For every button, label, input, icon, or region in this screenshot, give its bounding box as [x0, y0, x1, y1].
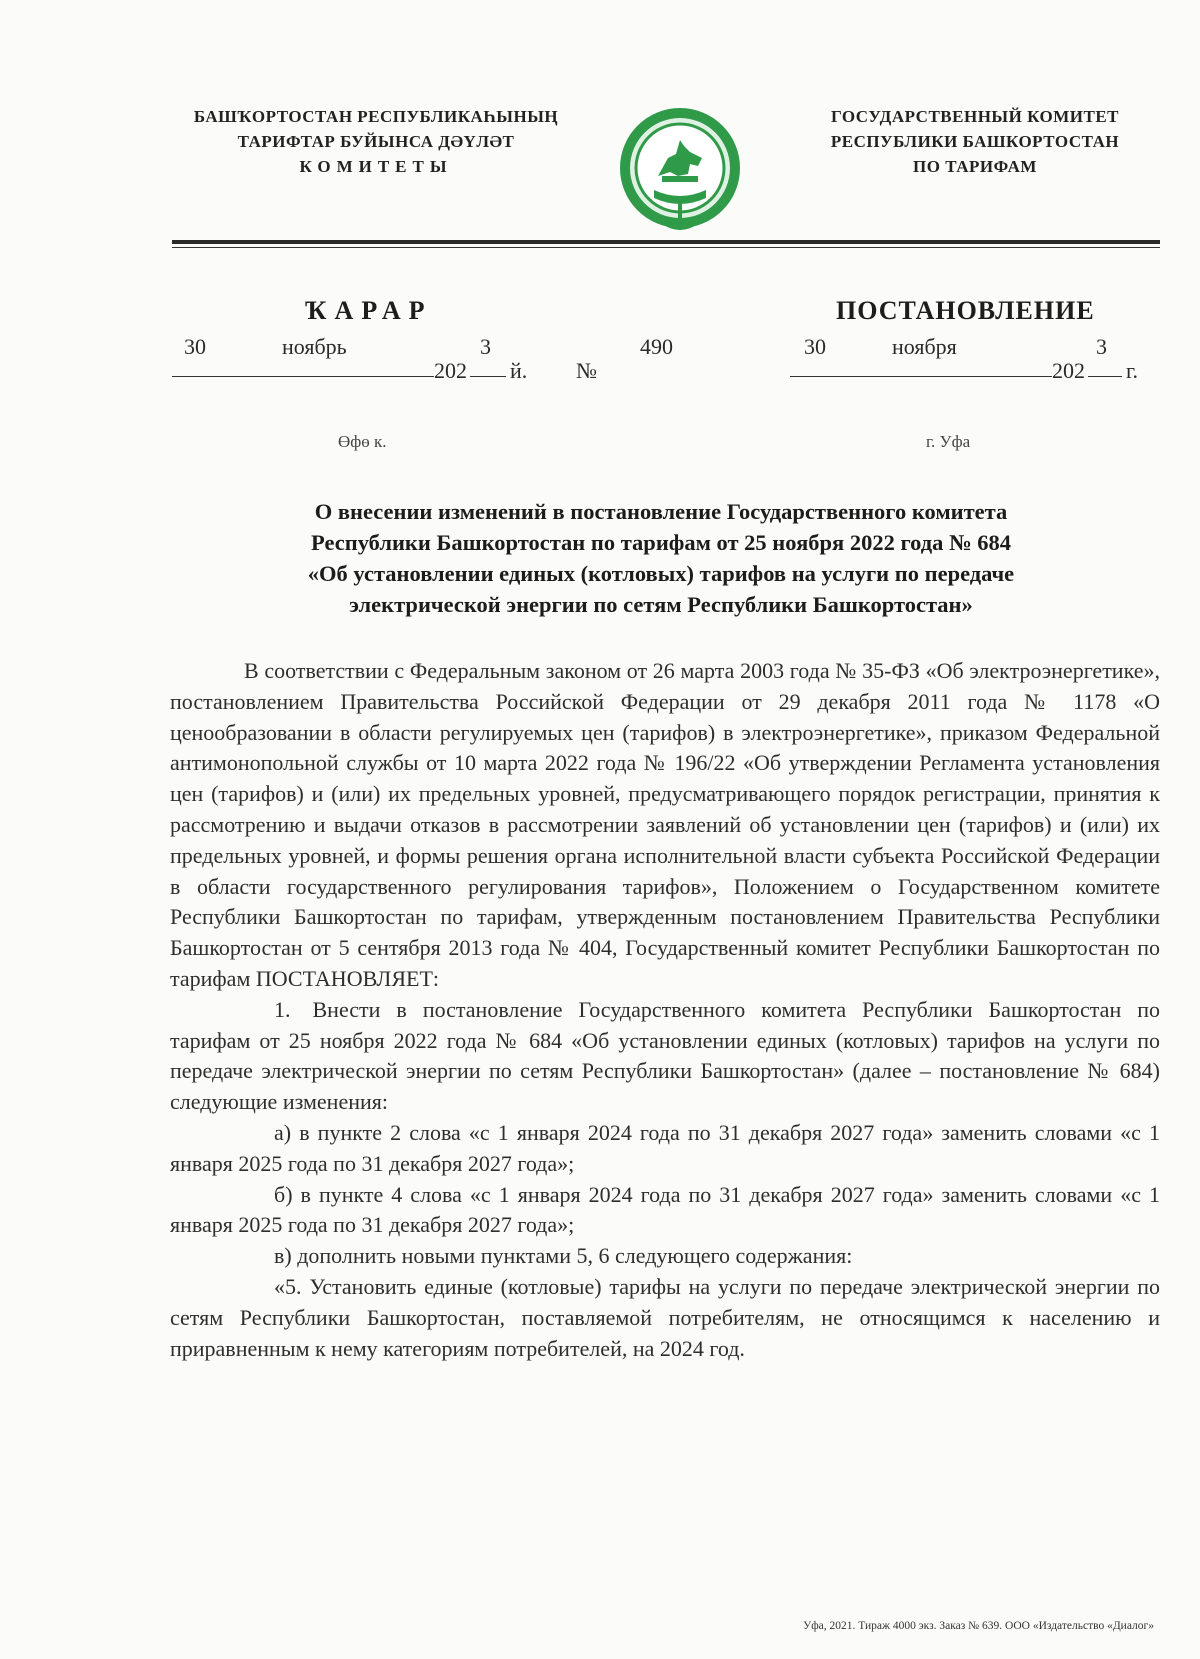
header-right-line-3: ПО ТАРИФАМ [913, 157, 1037, 176]
title-line-2: Республики Башкортостан по тарифам от 25 ноября 2022 года № 684 [311, 530, 1011, 555]
title-line-4: электрической энергии по сетям Республики Башкортостан» [349, 592, 973, 617]
date-right-year-prefix: 202 [1052, 358, 1085, 383]
item-1-paragraph: 1. Внести в постановление Государственного комитета Республики Башкортостан по тарифам от 25 ноября 2022 года № 684 «Об установлении единых (котловых) тарифов на услуги по передаче электрической энергии по сетям Республики Башкортостан» (далее – постановление № 684) следующие изменения: [170, 996, 1160, 1115]
header-left-line-3: КОМИТЕТЫ [299, 157, 453, 176]
number-sign: № [576, 358, 597, 383]
header-right-russian [790, 104, 1160, 179]
subitem-b-paragraph: б) в пункте 4 слова «с 1 января 2024 года по 31 декабря 2027 года» заменить словами «с 1 января 2025 года по 31 декабря 2027 года»; [170, 1181, 1160, 1238]
date-right-year-digit: 3 [1096, 334, 1107, 359]
header-left-bashkir [166, 104, 586, 179]
header-divider-thick [172, 240, 1160, 244]
date-right-underline [790, 376, 1052, 377]
place-russian: г. Уфа [926, 432, 971, 451]
date-right-suffix: г. [1126, 358, 1139, 383]
date-left-year-underline [470, 376, 506, 377]
title-line-3: «Об установлении единых (котловых) тарифов на услуги по передаче [307, 561, 1015, 586]
header-divider-thin [172, 247, 1160, 248]
title-line-1: О внесении изменений в постановление Государственного комитета [314, 499, 1008, 524]
subitem-a-paragraph: а) в пункте 2 слова «с 1 января 2024 года по 31 декабря 2027 года» заменить словами «с 1 января 2025 года по 31 декабря 2027 года»; [170, 1119, 1160, 1176]
coat-of-arms-icon [618, 106, 742, 234]
date-left-day: 30 [184, 334, 206, 359]
date-left-month: ноябрь [282, 334, 347, 359]
document-title [186, 496, 1136, 620]
header-right-line-1: ГОСУДАРСТВЕННЫЙ КОМИТЕТ [830, 107, 1119, 126]
header-left-line-1: БАШҠОРТОСТАН РЕСПУБЛИКАҺЫНЫҢ [193, 107, 559, 126]
doc-kind-bashkir: ҠАРАР [305, 296, 433, 325]
place-bashkir: Өфө к. [338, 432, 387, 451]
print-imprint: Уфа, 2021. Тираж 4000 экз. Заказ № 639. ООО «Издательство «Диалог» [803, 1620, 1154, 1632]
point-5-paragraph: «5. Установить единые (котловые) тарифы на услуги по передаче электрической энергии по сетям Республики Башкортостан, поставляемой потребителям, не относящимся к населению и приравненным к нему категориям потребителей, на 2024 год. [170, 1273, 1160, 1361]
date-left-year-digit: 3 [480, 334, 491, 359]
header-right-line-2: РЕСПУБЛИКИ БАШКОРТОСТАН [830, 132, 1120, 151]
date-left-underline [172, 376, 434, 377]
header-left-line-2: ТАРИФТАР БУЙЫНСА ДӘҮЛӘТ [237, 132, 515, 151]
date-right-year-underline [1088, 376, 1122, 377]
date-left-year-prefix: 202 [434, 358, 467, 383]
date-left-suffix: й. [510, 358, 528, 383]
document-body [170, 656, 1160, 1364]
number-value: 490 [640, 334, 673, 359]
date-right-month: ноября [892, 334, 957, 359]
subitem-v-paragraph: в) дополнить новыми пунктами 5, 6 следующего содержания: [274, 1243, 853, 1269]
date-right-day: 30 [804, 334, 826, 359]
doc-kind-russian: ПОСТАНОВЛЕНИЕ [836, 296, 1095, 325]
preamble-paragraph: В соответствии с Федеральным законом от 26 марта 2003 года № 35-ФЗ «Об электроэнергетике», постановлением Правительства Российской Федерации от 29 декабря 2011 года № 1178 «О ценообразовании в области регулируемых цен (тарифов) в электроэнергетике», приказом Федеральной антимонопольной службы от 10 марта 2022 года № 196/22 «Об утверждении Регламента установления цен (тарифов) и (или) их предельных уровней, предусматривающего порядок регистрации, принятия к рассмотрению и выдачи отказов в рассмотрении заявлений об установлении цен (тарифов) и (или) их предельных уровней, и формы решения органа исполнительной власти субъекта Российской Федерации в области государственного регулирования тарифов», Положением о Государственном комитете Республики Башкортостан по тарифам, утвержденным постановлением Правительства Республики Башкортостан от 5 сентября 2013 года № 404, Государственный комитет Республики Башкортостан по тарифам ПОСТАНОВЛЯЕТ: [170, 658, 1160, 991]
